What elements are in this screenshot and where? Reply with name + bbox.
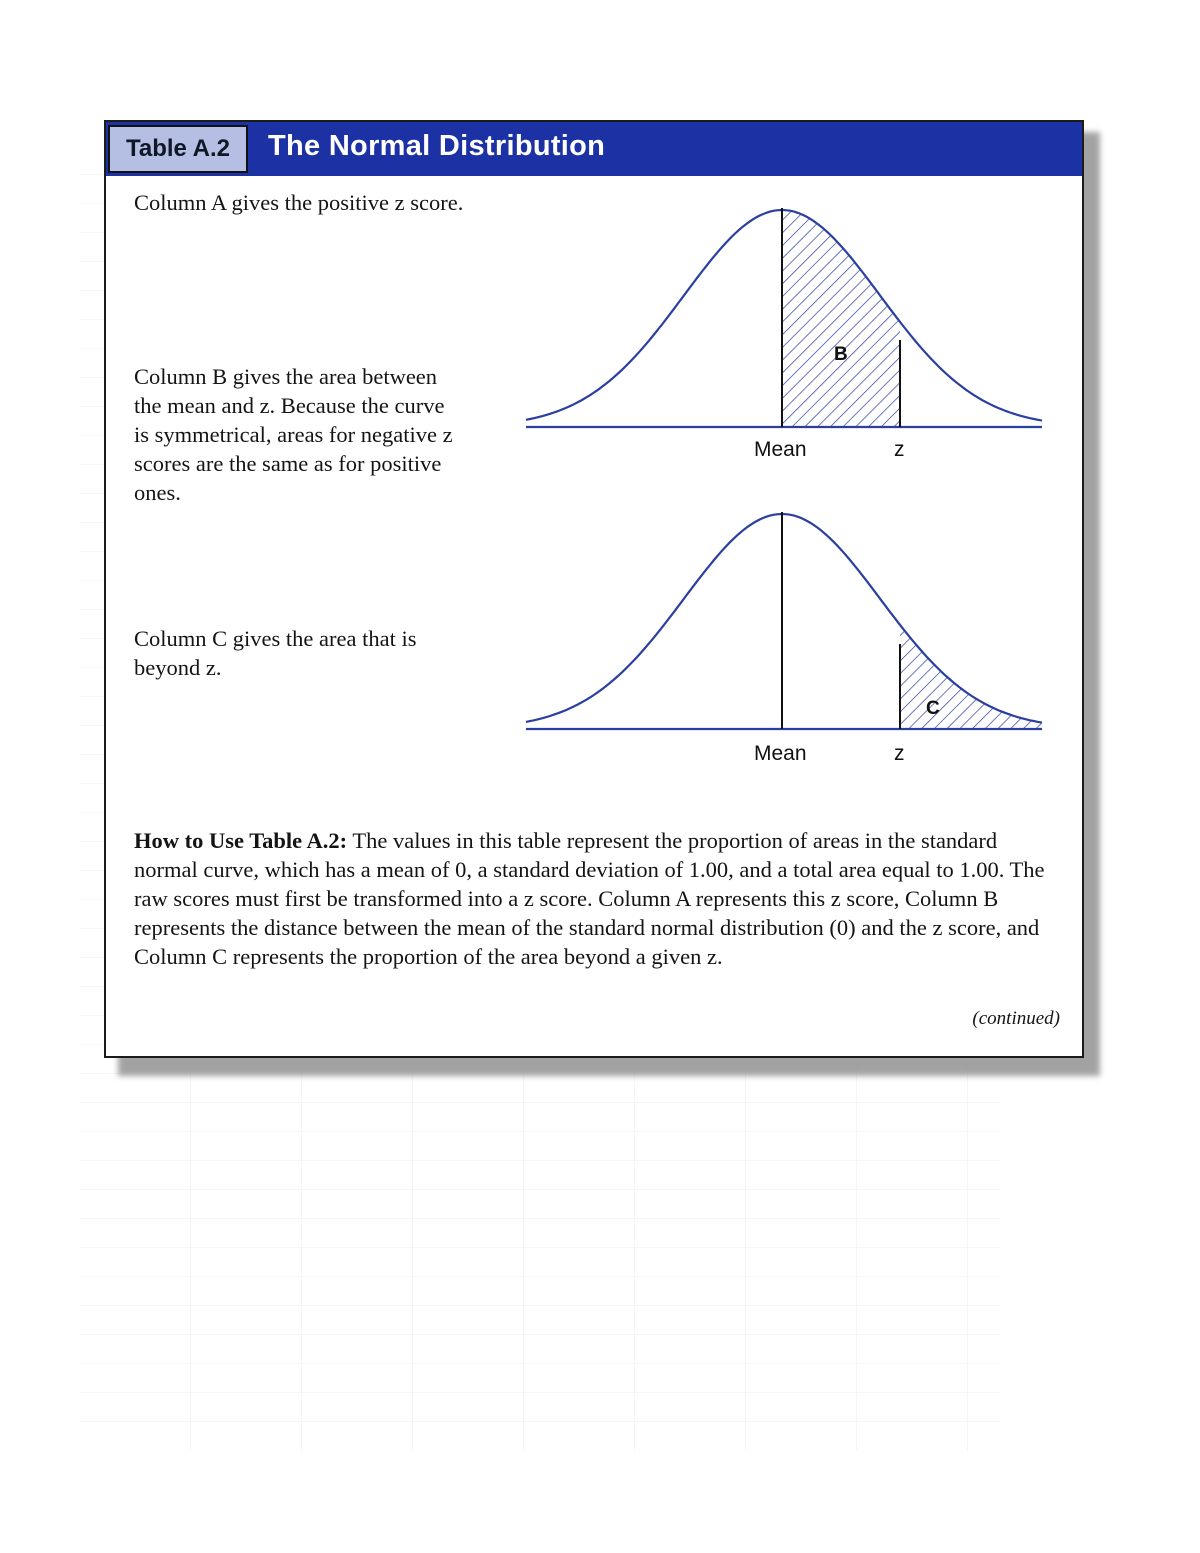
curve-c-line <box>526 514 1042 723</box>
table-header <box>106 122 1082 176</box>
normal-curve-c-figure <box>522 504 1046 774</box>
normal-curve-b-figure <box>522 200 1046 470</box>
curve-c-mean-label: Mean <box>754 742 807 765</box>
curve-c-shaded-area <box>526 514 1042 729</box>
curve-b-z-label: z <box>894 438 905 461</box>
table-panel <box>104 120 1084 1058</box>
table-tag: Table A.2 <box>108 125 248 173</box>
column-a-description: Column A gives the positive z score. <box>134 190 464 215</box>
continued-label: (continued) <box>972 1008 1060 1029</box>
how-to-use-text: The values in this table represent the proportion of areas in the standard normal curve, which has a mean of 0, a standard deviation of 1.00, and a total area equal to 1.00. The raw scores must first be transformed into a z score. Column A represents this z score, Column B represents the distance between the mean of the standard normal distribution (0) and the z score, and Column C represents the proportion of the area beyond a given z. <box>134 828 1045 969</box>
column-b-description: Column B gives the area between the mean and z. Because the curve is symmetrical, areas for negative z scores are the same as for positive ones. <box>134 364 453 505</box>
table-title: The Normal Distribution <box>268 130 606 162</box>
curve-c-z-label: z <box>894 742 905 765</box>
how-to-use-heading: How to Use Table A.2: <box>134 828 348 853</box>
curve-c-region-label: C <box>926 698 940 719</box>
curve-b-shaded-area <box>526 210 1042 427</box>
curve-b-region-label: B <box>834 344 848 365</box>
how-to-use-paragraph <box>134 826 1054 971</box>
curve-b-mean-label: Mean <box>754 438 807 461</box>
column-c-description: Column C gives the area that is beyond z. <box>134 626 417 680</box>
